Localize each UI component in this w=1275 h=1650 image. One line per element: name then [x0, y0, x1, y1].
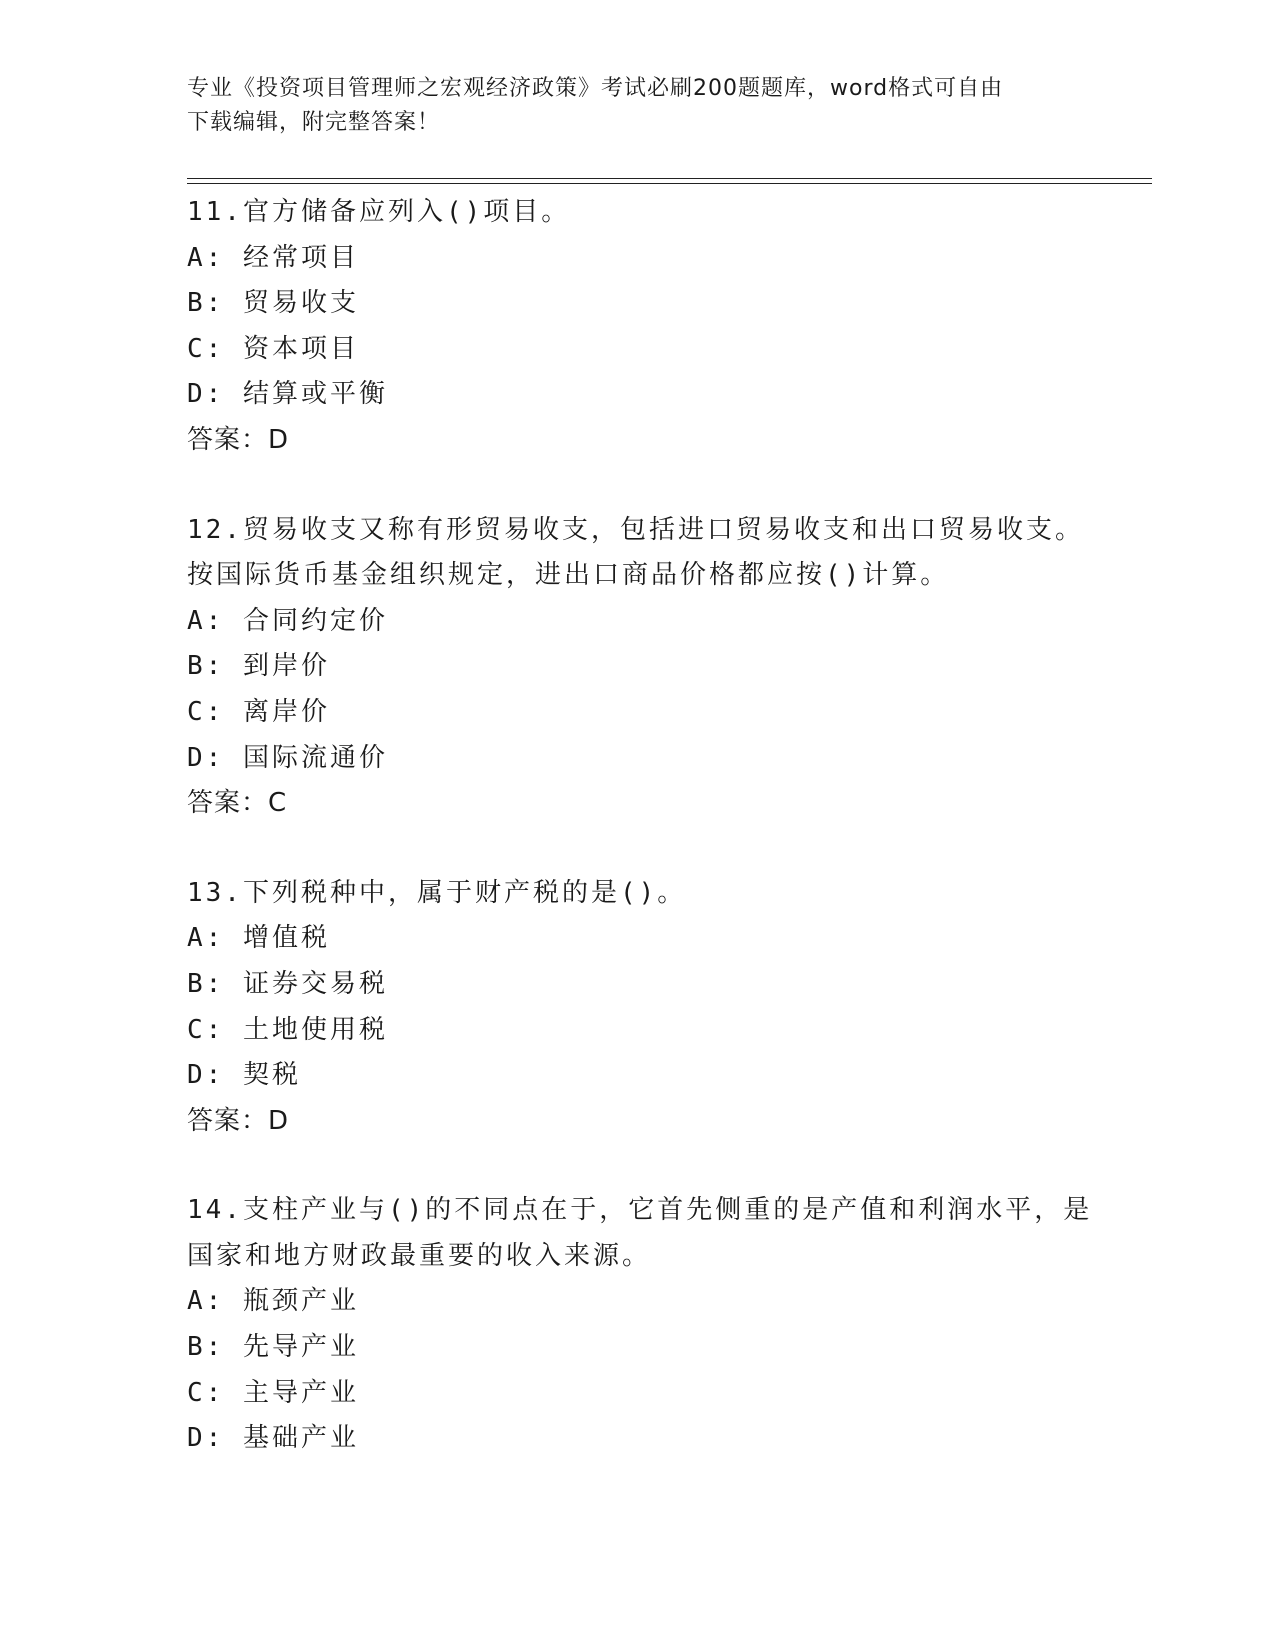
option-d: D: 契税 [187, 1060, 301, 1091]
question-12 [187, 508, 1147, 827]
option-a: A: 增值税 [187, 923, 330, 954]
document-header [187, 72, 1087, 140]
answer-line: 答案：D [187, 1105, 290, 1136]
option-b: B: 贸易收支 [187, 288, 359, 319]
question-stem: 12.贸易收支又称有形贸易收支，包括进口贸易收支和出口贸易收支。 [187, 514, 1084, 545]
option-c: C: 主导产业 [187, 1377, 359, 1408]
question-stem-continued: 按国际货币基金组织规定，进出口商品价格都应按()计算。 [187, 560, 950, 591]
option-c: C: 离岸价 [187, 696, 330, 727]
question-stem: 11.官方储备应列入()项目。 [187, 197, 571, 227]
question-list [187, 190, 1147, 1462]
question-stem: 14.支柱产业与()的不同点在于，它首先侧重的是产值和利润水平，是 [187, 1195, 1093, 1226]
option-a: A: 合同约定价 [187, 605, 388, 636]
question-stem: 13.下列税种中，属于财产税的是()。 [187, 877, 687, 908]
question-13 [187, 871, 1147, 1145]
header-divider-bottom [187, 183, 1152, 184]
option-a: A: 瓶颈产业 [187, 1286, 359, 1317]
question-11 [187, 190, 1147, 464]
option-d: D: 基础产业 [187, 1423, 359, 1454]
header-line-1: 专业《投资项目管理师之宏观经济政策》考试必刷200题题库，word格式可自由 [187, 76, 1004, 101]
answer-line: 答案：D [187, 424, 290, 455]
answer-line: 答案：C [187, 788, 288, 819]
question-stem-continued: 国家和地方财政最重要的收入来源。 [187, 1240, 652, 1271]
option-b: B: 先导产业 [187, 1332, 359, 1363]
option-d: D: 国际流通价 [187, 742, 388, 773]
option-c: C: 资本项目 [187, 333, 359, 364]
option-a: A: 经常项目 [187, 242, 359, 273]
option-b: B: 证券交易税 [187, 968, 388, 999]
question-14 [187, 1188, 1147, 1462]
option-b: B: 到岸价 [187, 651, 330, 682]
header-divider-top [187, 178, 1152, 179]
header-line-2: 下载编辑，附完整答案！ [187, 110, 441, 135]
option-d: D: 结算或平衡 [187, 379, 388, 410]
option-c: C: 土地使用税 [187, 1014, 388, 1045]
